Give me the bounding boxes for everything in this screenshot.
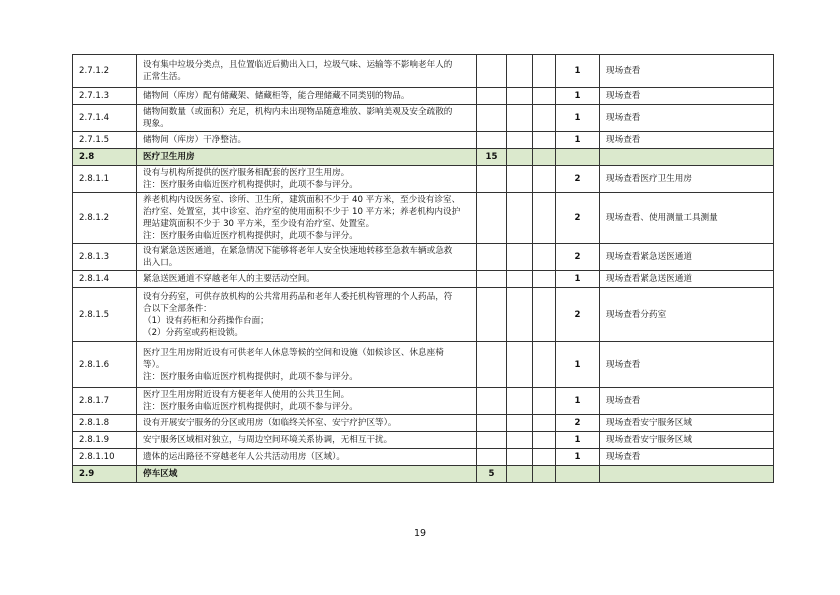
blank-cell: [507, 388, 533, 415]
blank-cell: [507, 449, 533, 466]
evaluation-method: 现场查看安宁服务区域: [600, 432, 774, 449]
blank-cell: [533, 166, 556, 193]
item-code: 2.8.1.8: [73, 415, 137, 432]
evaluation-method: [600, 466, 774, 483]
blank-cell: [507, 415, 533, 432]
table-row: [73, 432, 774, 449]
table-row: [73, 166, 774, 193]
content-line: 合以下全部条件：: [143, 303, 212, 314]
blank-cell: [533, 466, 556, 483]
content-line: 设有分药室，可供存放机构的公共常用药品和老年人委托机构管理的个人药品，符: [143, 291, 453, 302]
section-score: [477, 449, 507, 466]
content-line: （1）设有药柜和分药操作台面；: [143, 315, 269, 326]
table-row: [73, 271, 774, 288]
item-code: 2.8.1.1: [73, 166, 137, 193]
evaluation-method: 现场查看: [600, 55, 774, 88]
item-content: [137, 132, 477, 149]
item-code: 2.7.1.2: [73, 55, 137, 88]
table-row: [73, 388, 774, 415]
evaluation-method: 现场查看: [600, 105, 774, 132]
evaluation-method: 现场查看: [600, 342, 774, 388]
section-score: [477, 271, 507, 288]
content-line: 现象。: [143, 119, 169, 129]
item-content: [137, 88, 477, 105]
table-row: [73, 342, 774, 388]
section-header-row: [73, 466, 774, 483]
blank-cell: [507, 149, 533, 166]
table-row: [73, 415, 774, 432]
item-score: 1: [556, 88, 600, 105]
item-score: 2: [556, 244, 600, 271]
section-score: [477, 415, 507, 432]
content-line: 储物间（库房）干净整洁。: [143, 135, 247, 145]
section-score: [477, 88, 507, 105]
blank-cell: [533, 432, 556, 449]
blank-cell: [507, 288, 533, 342]
item-score: 1: [556, 132, 600, 149]
content-line: 治疗室、处置室，其中诊室、治疗室的使用面积不少于 10 平方米；养老机构内设护: [143, 207, 461, 217]
content-line: 紧急送医通道不穿越老年人的主要活动空间。: [143, 274, 315, 284]
item-score: 2: [556, 166, 600, 193]
item-content: [137, 193, 477, 244]
section-title: [137, 149, 477, 166]
item-content: [137, 166, 477, 193]
section-score: [477, 288, 507, 342]
evaluation-table: [72, 54, 774, 483]
item-code: 2.8.1.3: [73, 244, 137, 271]
blank-cell: [533, 55, 556, 88]
blank-cell: [507, 105, 533, 132]
item-content: [137, 271, 477, 288]
evaluation-method: 现场查看: [600, 449, 774, 466]
blank-cell: [507, 88, 533, 105]
evaluation-method: 现场查看: [600, 88, 774, 105]
item-score: 1: [556, 105, 600, 132]
section-score: 5: [477, 466, 507, 483]
item-content: [137, 244, 477, 271]
content-line: 停车区域: [143, 469, 178, 479]
blank-cell: [533, 149, 556, 166]
content-line: 理站建筑面积不少于 30 平方米，至少设有治疗室、处置室。: [143, 219, 375, 229]
section-score: [477, 388, 507, 415]
item-content: [137, 415, 477, 432]
content-line: 设有紧急送医通道，在紧急情况下能够将老年人安全快速地转移至急救车辆或急救: [143, 246, 453, 256]
item-code: 2.9: [73, 466, 137, 483]
item-content: [137, 288, 477, 342]
item-code: 2.8.1.7: [73, 388, 137, 415]
item-content: [137, 55, 477, 88]
content-line: 储物间数量（或面积）充足，机构内未出现物品随意堆放、影响美观及安全疏散的: [143, 107, 453, 117]
content-line: 注：医疗服务由临近医疗机构提供时，此项不参与评分。: [143, 371, 358, 382]
evaluation-method: 现场查看分药室: [600, 288, 774, 342]
blank-cell: [507, 432, 533, 449]
section-score: [477, 55, 507, 88]
item-code: 2.7.1.3: [73, 88, 137, 105]
item-code: 2.8.1.2: [73, 193, 137, 244]
blank-cell: [507, 132, 533, 149]
blank-cell: [533, 244, 556, 271]
blank-cell: [533, 415, 556, 432]
content-line: 遗体的运出路径不穿越老年人公共活动用房（区域）。: [143, 452, 345, 462]
section-score: [477, 342, 507, 388]
content-line: 注：医疗服务由临近医疗机构提供时，此项不参与评分。: [143, 231, 358, 241]
item-code: 2.7.1.4: [73, 105, 137, 132]
item-code: 2.8.1.6: [73, 342, 137, 388]
item-score: 1: [556, 342, 600, 388]
item-content: [137, 105, 477, 132]
item-score: 2: [556, 193, 600, 244]
section-score: [477, 132, 507, 149]
blank-cell: [507, 193, 533, 244]
item-score: 1: [556, 388, 600, 415]
evaluation-method: 现场查看、使用测量工具测量: [600, 193, 774, 244]
table-row: [73, 55, 774, 88]
section-title: [137, 466, 477, 483]
content-line: 养老机构内设医务室、诊所、卫生所，建筑面积不少于 40 平方米，至少设有诊室、: [143, 195, 461, 205]
content-line: 设有集中垃圾分类点，且位置临近后勤出入口，垃圾气味、运输等不影响老年人的: [143, 60, 453, 70]
section-score: [477, 166, 507, 193]
item-code: 2.8: [73, 149, 137, 166]
evaluation-method: 现场查看医疗卫生用房: [600, 166, 774, 193]
blank-cell: [507, 466, 533, 483]
blank-cell: [533, 288, 556, 342]
item-content: [137, 432, 477, 449]
section-score: [477, 432, 507, 449]
page-number: 19: [413, 528, 427, 539]
content-line: 医疗卫生用房附近设有方便老年人使用的公共卫生间。: [143, 390, 350, 400]
blank-cell: [533, 193, 556, 244]
content-line: （2）分药室或药柜设锁。: [143, 327, 243, 338]
section-score: [477, 193, 507, 244]
blank-cell: [533, 342, 556, 388]
blank-cell: [533, 388, 556, 415]
blank-cell: [507, 342, 533, 388]
content-line: 医疗卫生用房附近设有可供老年人休息等候的空间和设施（如候诊区、休息座椅: [143, 347, 444, 358]
content-line: 安宁服务区域相对独立，与周边空间环境关系协调，无相互干扰。: [143, 435, 393, 445]
item-score: [556, 149, 600, 166]
content-line: 设有与机构所提供的医疗服务相配套的医疗卫生用房。: [143, 168, 350, 178]
table-row: [73, 193, 774, 244]
blank-cell: [507, 55, 533, 88]
item-content: [137, 342, 477, 388]
content-line: 等）。: [143, 359, 165, 370]
blank-cell: [533, 271, 556, 288]
blank-cell: [533, 105, 556, 132]
blank-cell: [533, 449, 556, 466]
evaluation-method: 现场查看: [600, 132, 774, 149]
evaluation-method: [600, 149, 774, 166]
blank-cell: [507, 166, 533, 193]
section-header-row: [73, 149, 774, 166]
item-code: 2.7.1.5: [73, 132, 137, 149]
content-line: 注：医疗服务由临近医疗机构提供时，此项不参与评分。: [143, 180, 358, 190]
table-row: [73, 449, 774, 466]
item-code: 2.8.1.4: [73, 271, 137, 288]
table-row: [73, 88, 774, 105]
item-score: 1: [556, 432, 600, 449]
item-score: [556, 466, 600, 483]
item-score: 1: [556, 55, 600, 88]
evaluation-method: 现场查看紧急送医通道: [600, 271, 774, 288]
blank-cell: [533, 132, 556, 149]
content-line: 储物间（库房）配有储藏架、储藏柜等，能合理储藏不同类别的物品。: [143, 91, 410, 101]
item-content: [137, 449, 477, 466]
item-score: 2: [556, 415, 600, 432]
item-code: 2.8.1.10: [73, 449, 137, 466]
section-score: 15: [477, 149, 507, 166]
table-row: [73, 105, 774, 132]
item-code: 2.8.1.9: [73, 432, 137, 449]
content-line: 注：医疗服务由临近医疗机构提供时，此项不参与评分。: [143, 402, 358, 412]
table-row: [73, 244, 774, 271]
table-body: [73, 55, 774, 483]
item-content: [137, 388, 477, 415]
evaluation-method: 现场查看紧急送医通道: [600, 244, 774, 271]
table-row: [73, 288, 774, 342]
blank-cell: [507, 244, 533, 271]
content-line: 医疗卫生用房: [143, 152, 195, 162]
content-line: 设有开展安宁服务的分区或用房（如临终关怀室、安宁疗护区等）。: [143, 418, 397, 428]
blank-cell: [533, 88, 556, 105]
content-line: 正常生活。: [143, 72, 186, 82]
item-score: 1: [556, 271, 600, 288]
content-line: 出入口。: [143, 258, 178, 268]
item-score: 1: [556, 449, 600, 466]
section-score: [477, 244, 507, 271]
evaluation-method: 现场查看安宁服务区域: [600, 415, 774, 432]
item-code: 2.8.1.5: [73, 288, 137, 342]
table-row: [73, 132, 774, 149]
evaluation-method: 现场查看: [600, 388, 774, 415]
section-score: [477, 105, 507, 132]
blank-cell: [507, 271, 533, 288]
item-score: 2: [556, 288, 600, 342]
